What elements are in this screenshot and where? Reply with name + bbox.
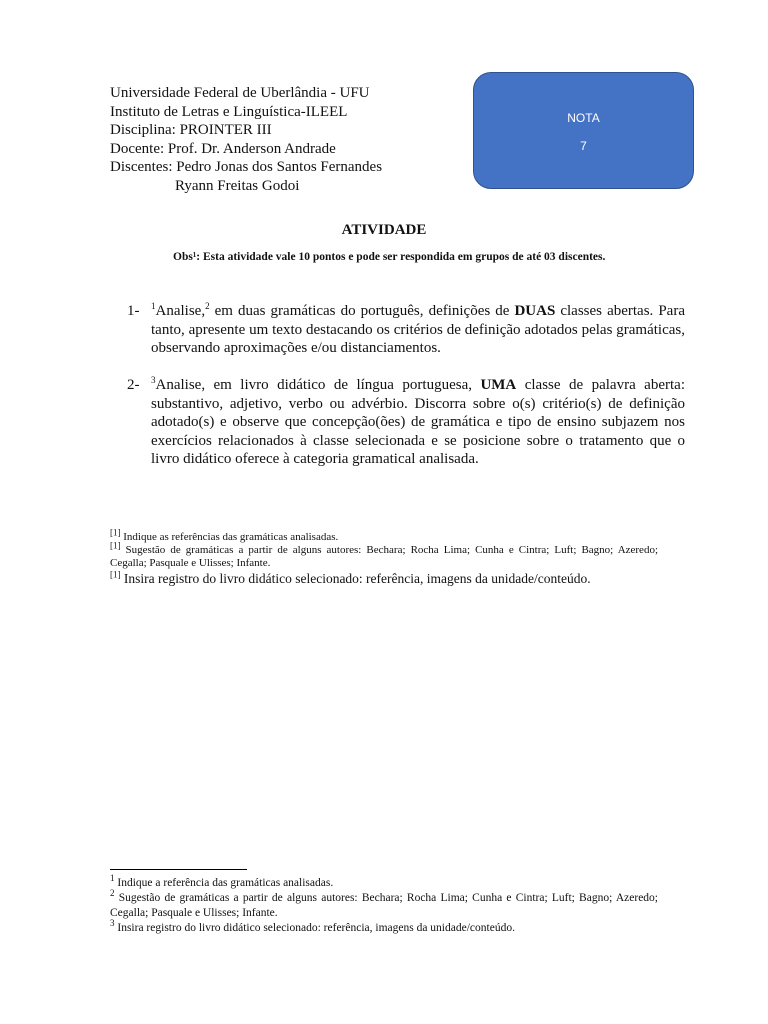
activity-note: Obs¹: Esta atividade vale 10 pontos e pode ser respondida em grupos de até 03 discentes. [173, 251, 606, 263]
institution-header [110, 84, 382, 195]
question-number: 2- [127, 377, 140, 393]
question-text-part: Analise, [155, 303, 206, 319]
grade-value: 7 [580, 139, 587, 153]
footnote [110, 918, 658, 936]
footnote-marker: 2 [110, 888, 115, 899]
discipline-line: Disciplina: PROINTER III [110, 122, 272, 138]
emphasis-word: DUAS [514, 303, 556, 319]
question-text-part: Analise, em livro didático de língua portuguesa, [155, 377, 481, 393]
footnote [110, 873, 658, 891]
reference-text: Indique as referências das gramáticas analisadas. [120, 531, 339, 543]
question-text-part: classe de palavra aberta: substantivo, adjetivo, verbo ou advérbio. Discorra sobre o(s) critério(s) de definição adotado(s) e observe que concepção(ões) de gramática e tipo de ensino subjazem nos exercícios relacionados à classe selecionada e se posicione sobre o tratamento que o livro didático oferece à categoria gramatical analisada. [151, 377, 685, 467]
reference-marker: [1] [110, 569, 121, 580]
teacher-line: Docente: Prof. Dr. Anderson Andrade [110, 140, 336, 157]
footnote-text: Indique a referência das gramáticas analisadas. [114, 877, 334, 889]
footnote [110, 888, 658, 921]
footnote-marker: 2 [205, 301, 210, 311]
reference-marker: [1] [110, 540, 121, 551]
footnote-marker: 1 [110, 873, 115, 884]
students-line: Discentes: Pedro Jonas dos Santos Fernandes [110, 159, 383, 175]
university-line: Universidade Federal de Uberlândia - UFU [110, 85, 370, 101]
grade-label: NOTA [567, 111, 600, 125]
footnote-marker: 3 [110, 918, 115, 929]
question-text [151, 302, 685, 358]
footnote-separator [110, 869, 247, 870]
reference-text: Sugestão de gramáticas a partir de alguns autores: Bechara; Rocha Lima; Cunha e Cintra; Luft; Bagno; Azeredo; Cegalla; Pasquale e Ulisses; Infante. [110, 544, 658, 569]
reference-text: Insira registro do livro didático selecionado: referência, imagens da unidade/conteúdo. [120, 571, 591, 586]
question-text-part: em duas gramáticas do português, definições de [209, 303, 515, 319]
reference-note [110, 527, 658, 544]
question-text-part: classes abertas. Para tanto, apresente um texto destacando os critérios de definição adotados pelas gramáticas, observando aproximações e/ou distanciamentos. [151, 303, 685, 356]
footnote-text: Sugestão de gramáticas a partir de alguns autores: Bechara; Rocha Lima; Cunha e Cintra; Luft; Bagno; Azeredo; Cegalla; Pasquale e Ulisses; Infante. [110, 892, 658, 919]
question-text [151, 376, 685, 469]
footnote-marker: 3 [151, 375, 156, 385]
footnote-marker: 1 [151, 301, 156, 311]
question-number: 1- [127, 303, 140, 319]
footnotes [110, 873, 658, 936]
reference-note [110, 570, 658, 587]
grade-box [473, 72, 694, 189]
reference-marker: [1] [110, 527, 121, 538]
activity-title: ATIVIDADE [341, 222, 427, 238]
institute-line: Instituto de Letras e Linguística-ILEEL [110, 103, 348, 120]
footnote-text: Insira registro do livro didático selecionado: referência, imagens da unidade/conteúdo. [114, 922, 515, 934]
reference-note [110, 540, 658, 570]
reference-notes [110, 527, 658, 587]
emphasis-word: UMA [480, 377, 517, 393]
students-line-2: Ryann Freitas Godoi [175, 177, 300, 194]
